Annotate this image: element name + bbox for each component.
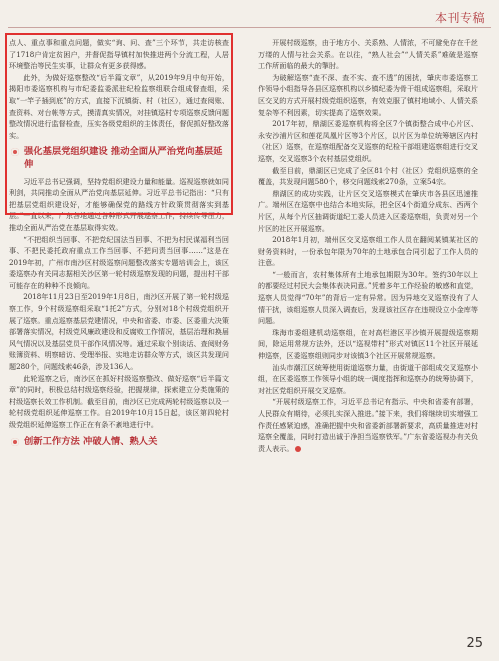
right-paragraph-10 — [258, 396, 478, 454]
right-paragraph-9: 汕头市潮江区统筹使用街道巡察力量，由街道干部组成交叉巡察小组，在区委巡察工作领导小组的统一调度指挥和巡察办的统筹协调下，对社区党组织开展交叉巡察。 — [258, 362, 478, 395]
right-paragraph-4: 截至目前，鼎湖区已完成了全区81个村（社区）党组织巡察的全覆盖，共发现问题580个，移交问题线索270条，立案54宗。 — [258, 165, 478, 187]
section-label: 本刊专稿 — [434, 11, 485, 25]
right-paragraph-6: 2018年1月初，端州区交叉巡察组工作人员在翻阅某镇某社区的财务资料时，一份承包年限为70年的土地承包合同引起了工作人员的注意。 — [258, 235, 478, 268]
right-paragraph-5: 鼎湖区的成功实践，让片区交叉巡察模式在肇庆市各县区迅速推广。端州区在巡察中也结合本地实际，把全区4个街道分成东、西两个片区，从每个片区抽调街道纪工委人员进入区委巡察组，负责对另一个片区的社区开展巡察。 — [258, 188, 478, 233]
left-column — [9, 37, 229, 452]
left-paragraph-5: 2018年11月23日至2019年1月8日，南沙区开展了第一轮村级巡察工作，9个村级巡察组采取“1托2”方式，分别对18个村级党组织开展了巡察。重点巡察基层党建情况，中央和省委、市委、区委重大决策部署落实情况，村级党风廉政建设和反腐败工作情况，基层治理和换届风气情况以及基层党员干部作风情况等。通过采取个别谈话、查阅财务账簿资料、明察暗访、受理举报、实地走访群众等方式，该区共发现问题280个，问题线索46条，涉及136人。 — [9, 292, 229, 372]
end-mark-icon — [295, 446, 301, 452]
left-paragraph-1: 点人、重点事和重点问题，做实“询、问、查”三个环节，共走访核查了1718户肯定贫困户，并督促指导镇村加快推进两个分流工程，人居环境整治等民生实事，让群众有更多获得感。 — [9, 38, 229, 71]
header-rule — [8, 27, 491, 28]
right-paragraph-7: “一般而言，农村集体所有土地承包期限为30年。签约30年以上的都要经过村民大会集体表决同意。”凭着多年工作经验的敏感和直觉，巡察人员觉得“70年”的背后一定有异常。因为异地交叉巡察没有了人情干扰，该组巡察人员深入调查后，发现该社区存在违规设立小金库等问题。 — [258, 269, 478, 326]
page-number: 25 — [466, 636, 483, 651]
right-paragraph-1: 开展村级巡察，由于地方小、关系熟、人情浓，不可避免存在千丝万缕的人情与社会关系。在以往，“熟人社会”“人情关系”难破是巡察工作所面临的最大的掣肘。 — [258, 38, 478, 71]
subheading-party-building: 强化基层党组织建设 推动全面从严治党向基层延伸 — [9, 146, 229, 171]
left-paragraph-2: 此外，为做好巡察整改“后半篇文章”，从2019年9月中旬开始，揭阳市委巡察机构与市纪委监委派驻纪检监察组联合组成督查组，采取“一竿子插到底”的方式，直接下沉镇街、村（社区），通过查阅账、查资料、对台帐等方式，摸清真实情况，对挂镇巡村专项巡察反馈问题整改情况进行监督检查，压实各级党组织的主体责任，督促抓好整改落实。 — [9, 72, 229, 140]
right-column — [258, 37, 478, 454]
right-paragraph-2: 为破解巡察“查不深、查不实、查不透”的困扰，肇庆市委巡察工作领导小组指导各县区巡察机构以乡镇纪委为骨干组成巡察组，采取片区交叉的方式开展村级党组织巡察，有效克服了镇村地域小、人情关系复杂等不利因素，切实提高了巡察效果。 — [258, 72, 478, 117]
right-paragraph-8: 珠海市委组建机动巡察组，在对高栏港区平沙镇开展提级巡察期间，除运用常规方法外，还以“巡视带村”形式对镇区11个社区开展延伸巡察，区委巡察组则同步对该镇3个社区开展常规巡察。 — [258, 327, 478, 361]
left-paragraph-3: 习近平总书记强调，坚持党组织建设力量和能量。巡视巡察就如同利剑，共同推动全面从严治党向基层延伸。习近平总书记指出：“只有把基层党组织建设好，才能够确保党的路线方针政策贯彻落实到基层。”一直以来，广东各地通过各种形式开展巡察工作，持续传导压力，推动全面从严治党在基层取得实效。 — [9, 176, 229, 232]
left-paragraph-4: “不把组织当回事、不把党纪国法当回事、不把为村民谋福利当回事、不把民委托政府重点工作当回事、不把问责当回事……”这是在2019年初，广州市南沙区村级巡察问题整改落实专题培训会上，该区委巡察办有关同志据相关沙区第一轮村级巡察发现的问题，提出村干部可能存在的种种不良倾向。 — [9, 234, 229, 290]
left-paragraph-6: 此轮巡察之后，南沙区在抓好村级巡察整改、做好巡察“后半篇文章”的同时，积极总结村级巡察经验，把握规律，探索建立分类施策的村级巡察长效工作机制。截至目前，南沙区已完成两轮村级巡察以及一轮村级党组织延伸巡察工作。自2019年10月15日起，该区第四轮村级党组织延伸巡察工作正在有条不紊地进行中。 — [9, 373, 229, 429]
subheading-innovation: 创新工作方法 冲破人情、熟人关 — [9, 436, 229, 449]
right-paragraph-10-text: “开展村级巡察工作，习近平总书记有指示、中央和省委有部署，人民群众有期待，必须扎实深入推进。”接下来，我们将继续切实增强工作责任感紧迫感，准确把握中央和省委新部署新要求，高质量推进对村巡察全覆盖，同时打造出诚于净担当巡察铁军。”广东省委巡视办有关负责人表示。 — [258, 397, 478, 453]
right-paragraph-3: 2017年初，鼎湖区委巡察机构将全区7个镇街整合成中心片区、永安沙浦片区和莲花凤凰片区等3个片区，以片区为单位统筹辖区内村（社区）巡察，在巡察组配备交叉巡察的纪检干部组建巡察组进行交叉巡察，交叉巡察3个农村基层党组织。 — [258, 119, 478, 163]
